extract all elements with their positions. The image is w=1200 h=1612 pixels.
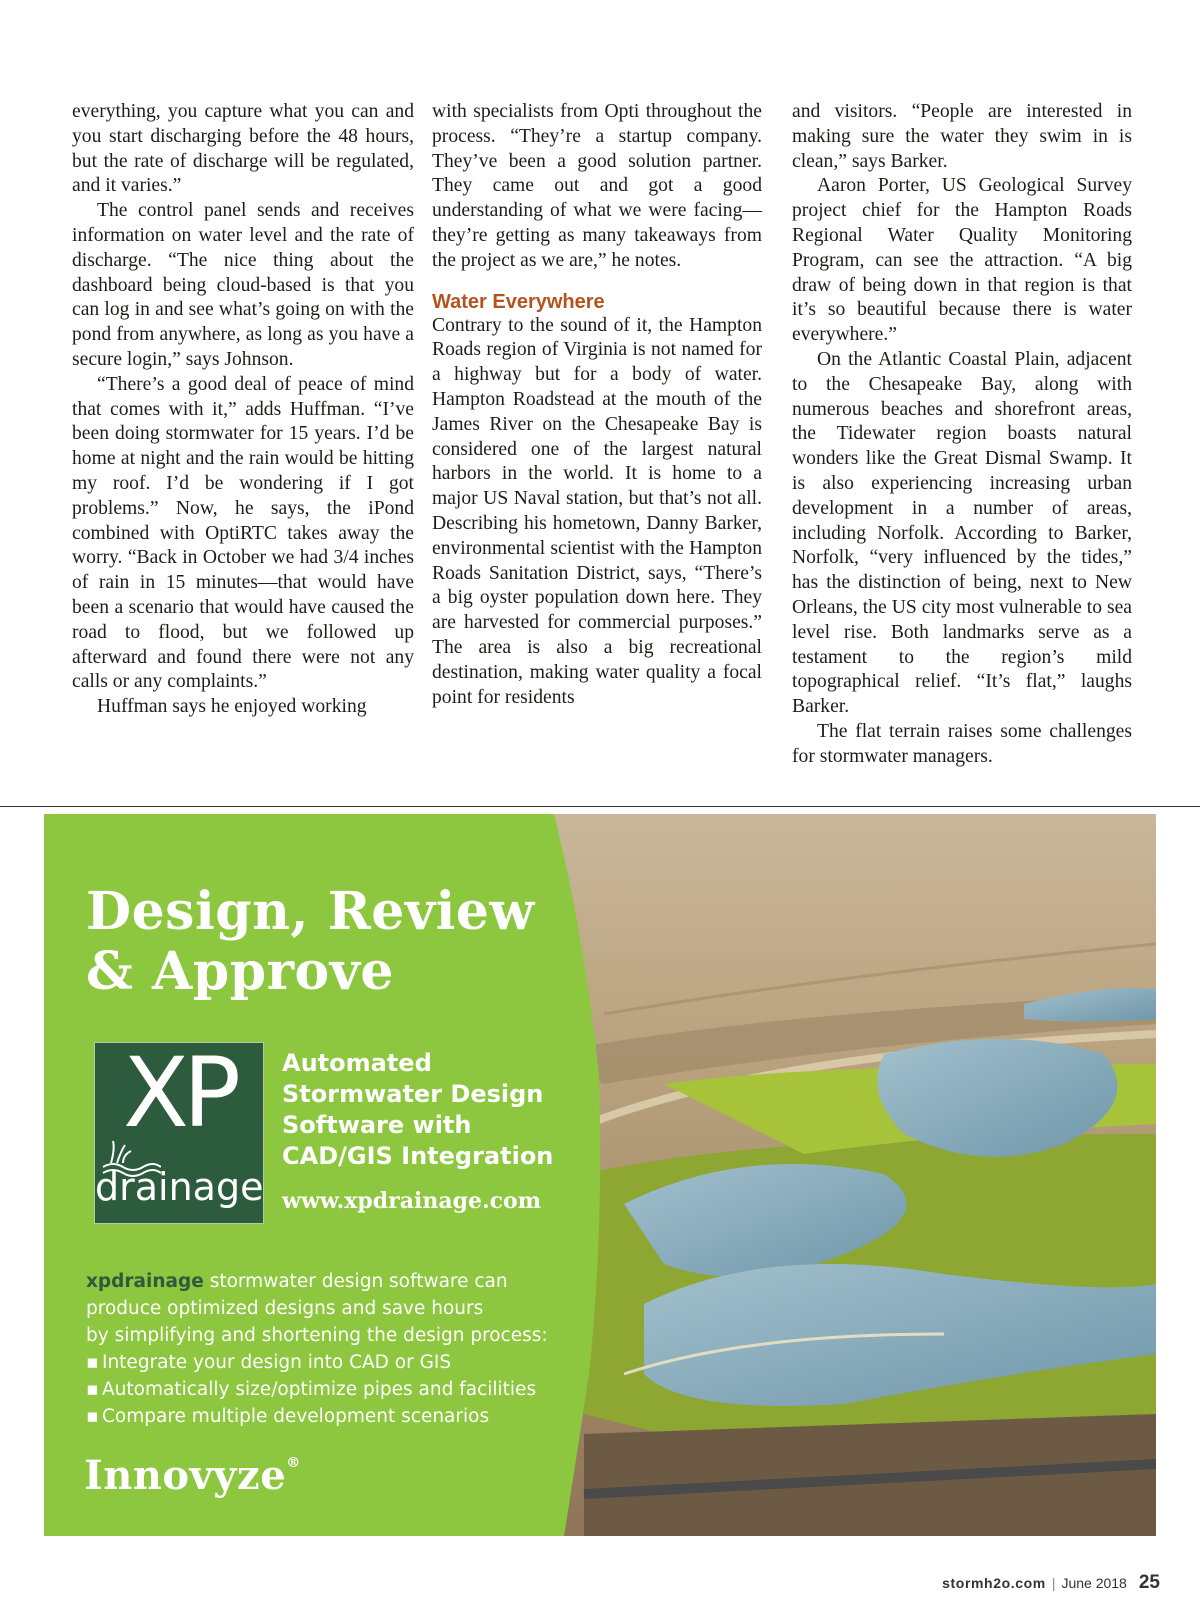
paragraph: with specialists from Opti throughout the process. “They’re a startup company. They’ve been a good solution partner. They came out and got a good understanding of what we were facing—they’re getting as many takeaways from the project as we are,” he notes. [432, 101, 762, 271]
footer-separator: | [1051, 1575, 1056, 1591]
ad-body-line: produce optimized designs and save hours [86, 1298, 484, 1319]
bullet-text: Integrate your design into CAD or GIS [102, 1352, 452, 1373]
bullet-text: Compare multiple development scenarios [102, 1406, 490, 1427]
tagline-line: Stormwater Design [282, 1080, 544, 1108]
page-footer [942, 1572, 1160, 1594]
paragraph: Huffman says he enjoyed working [97, 696, 367, 718]
paragraph: Contrary to the sound of it, the Hampton Roads region of Virginia is not named for a highway but for a body of water. Hampton Roadstead at the mouth of the James River on the Chesapeake Bay is considered one of the largest natural harbors in the world. It is home to a major US Naval station, but that’s not all. Describing his hometown, Danny Barker, environmental scientist with the Hampton Roads Sanitation District, says, “There’s a big oyster population down here. They are harvested for commercial purposes.” The area is also a big recreational destination, making water quality a focal point for residents [432, 314, 762, 708]
logo-mark: XP [123, 1037, 235, 1149]
paragraph: and visitors. “People are interested in making sure the water they swim in is clean,” says Barker. [792, 101, 1132, 172]
bullet-icon: ▪ [86, 1352, 99, 1373]
paragraph: Aaron Porter, US Geological Survey project chief for the Hampton Roads Regional Water Quality Monitoring Program, can see the attraction. “A big draw of being down in that region is that it’s so beautiful because there is water everywhere.” [792, 175, 1132, 346]
xpdrainage-advertisement[interactable] [44, 814, 1156, 1536]
paragraph: The control panel sends and receives information on water level and the rate of discharge. “The nice thing about the dashboard being cloud-based is that you can log in and see what’s going on with the pond from anywhere, as long as you have a secure login,” says Johnson. [72, 200, 414, 370]
ad-website-link[interactable]: www.xpdrainage.com [282, 1188, 541, 1214]
ad-body-line: by simplifying and shortening the design process: [86, 1325, 548, 1346]
company-name: Innovyze [84, 1452, 287, 1499]
tagline-line: Automated [282, 1049, 432, 1077]
section-divider [0, 806, 1200, 807]
ad-body-text: stormwater design software can [203, 1271, 508, 1292]
paragraph: On the Atlantic Coastal Plain, adjacent to the Chesapeake Bay, along with numerous beaches and shorefront areas, the Tidewater region boasts natural wonders like the Great Dismal Swamp. It is also experiencing increasing urban development in a number of areas, including Norfolk. According to Barker, Norfolk, “very influenced by the tides,” has the distinction of being, next to New Orleans, the US city most vulnerable to sea level rise. Both landmarks serve as a testament to the region’s mild topographical relief. “It’s flat,” laughs Barker. [792, 348, 1132, 718]
section-subhead: Water Everywhere [432, 290, 605, 313]
article-column-3 [792, 100, 1132, 770]
footer-date: June 2018 [1061, 1575, 1127, 1591]
list-item [86, 1403, 566, 1430]
ad-body-line [86, 1268, 566, 1295]
ad-body [86, 1268, 566, 1430]
article-column-1 [72, 100, 414, 720]
bullet-icon: ▪ [86, 1406, 99, 1427]
list-item [86, 1349, 566, 1376]
paragraph: everything, you capture what you can and you start discharging before the 48 hours, but the rate of discharge will be regulated, and it varies.” [72, 101, 414, 197]
xpdrainage-logo [94, 1037, 264, 1224]
logo-wordmark: drainage [95, 1165, 264, 1209]
article-column-2 [432, 100, 762, 710]
footer-site[interactable]: stormh2o.com [942, 1575, 1046, 1591]
bullet-text: Automatically size/optimize pipes and facilities [102, 1379, 537, 1400]
ad-headline-line: & Approve [86, 941, 394, 1002]
brand-inline: xpdrainage [86, 1271, 204, 1292]
registered-mark: ® [286, 1455, 301, 1471]
ad-headline-line: Design, Review [86, 881, 535, 942]
page-number: 25 [1138, 1572, 1160, 1593]
ad-bullet-list [86, 1349, 566, 1430]
bullet-icon: ▪ [86, 1379, 99, 1400]
paragraph: “There’s a good deal of peace of mind that comes with it,” adds Huffman. “I’ve been doing stormwater for 15 years. I’d be home at night and the rain would be hitting my roof. I’d be wondering if I got problems.” Now, he says, the iPond combined with OptiRTC takes away the worry. “Back in October we had 3/4 inches of rain in 15 minutes—that would have been a scenario that would have caused the road to flood, but we followed up afterward and found there were not any calls or any complaints.” [72, 373, 414, 693]
tagline-line: CAD/GIS Integration [282, 1142, 554, 1170]
ad-tagline [282, 1048, 582, 1172]
innovyze-logo [84, 1454, 301, 1498]
list-item [86, 1376, 566, 1403]
paragraph: The flat terrain raises some challenges for stormwater managers. [792, 720, 1132, 767]
ad-headline [86, 882, 606, 1002]
tagline-line: Software with [282, 1111, 472, 1139]
